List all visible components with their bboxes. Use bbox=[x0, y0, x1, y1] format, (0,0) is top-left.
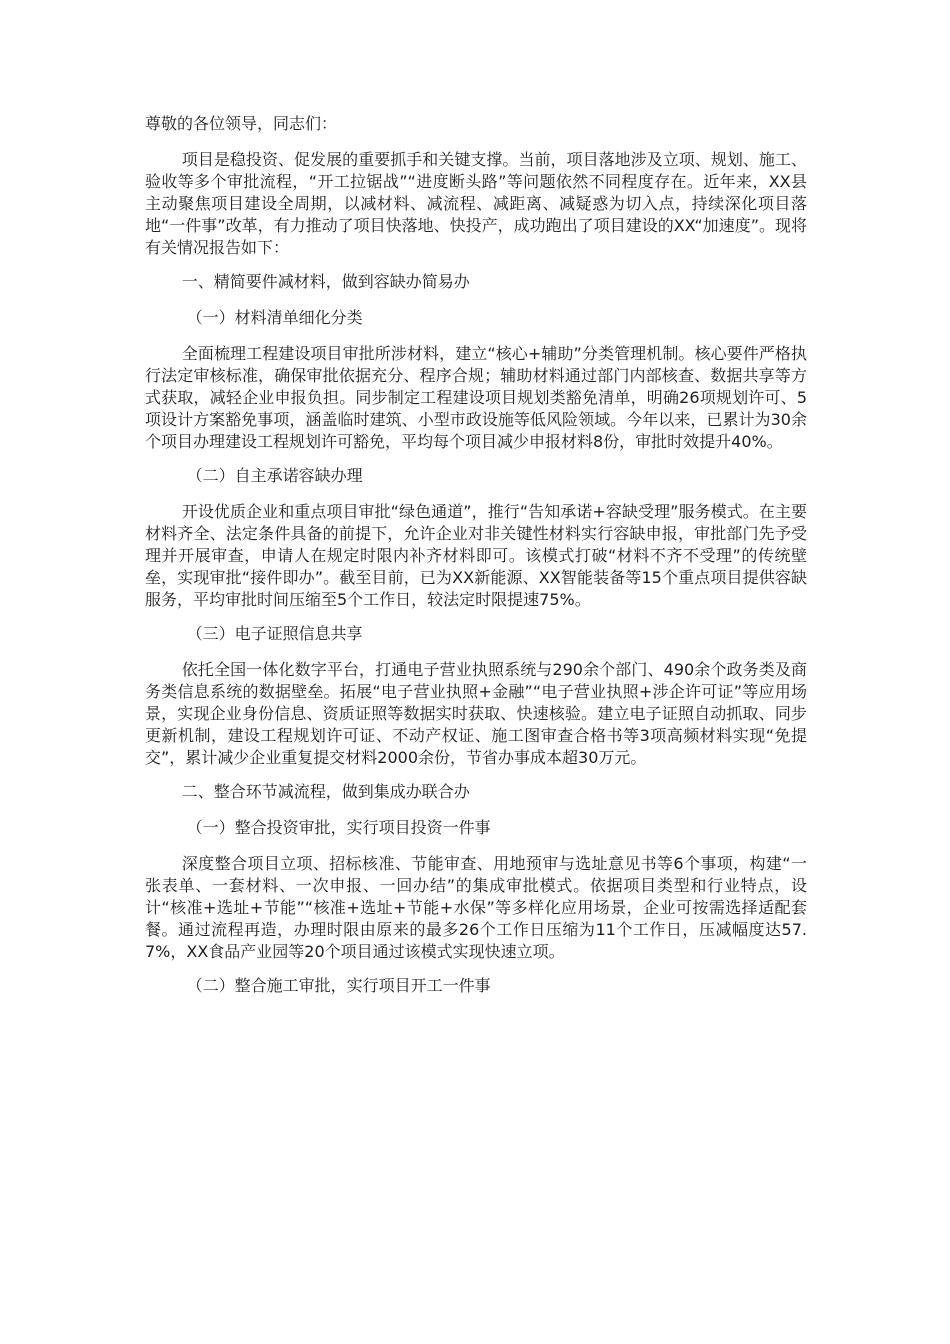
greeting: 尊敬的各位领导，同志们： bbox=[145, 114, 338, 133]
intro-paragraph: 项目是稳投资、促发展的重要抓手和关键支撑。当前，项目落地涉及立项、规划、施工、验收等多个审批流程，“开工拉锯战”“进度断头路”等问题依然不同程度存在。近年来，XX县主动聚焦项目建设全周期，以减材料、减流程、减距离、减疑惑为切入点，持续深化项目落地“一件事”改革，有力推动了项目快落地、快投产，成功跑出了项目建设的XX“加速度”。现将有关情况报告如下： bbox=[145, 150, 807, 257]
body-paragraph: 依托全国一体化数字平台，打通电子营业执照系统与290余个部门、490余个政务类及商务类信息系统的数据壁垒。拓展“电子营业执照+金融”“电子营业执照+涉企许可证”等应用场景，实现企业身份信息、资质证照等数据实时获取、快速核验。建立电子证照自动抓取、同步更新机制，建设工程规划许可证、不动产权证、施工图审查合格书等3项高频材料实现“免提交”，累计减少企业重复提交材料2000余份，节省办事成本超30万元。 bbox=[145, 660, 807, 767]
body-paragraph: 开设优质企业和重点项目审批“绿色通道”，推行“告知承诺+容缺受理”服务模式。在主要材料齐全、法定条件具备的前提下，允许企业对非关键性材料实行容缺申报，审批部门先予受理并开展审查，申请人在规定时限内补齐材料即可。该模式打破“材料不齐不受理”的传统壁垒，实现审批“接件即办”。截至目前，已为XX新能源、XX智能装备等15个重点项目提供容缺服务，平均审批时间压缩至5个工作日，较法定时限提速75%。 bbox=[145, 502, 807, 609]
body-paragraph: 全面梳理工程建设项目审批所涉材料，建立“核心+辅助”分类管理机制。核心要件严格执行法定审核标准，确保审批依据充分、程序合规；辅助材料通过部门内部核查、数据共享等方式获取，减轻企业申报负担。同步制定工程建设项目规划类豁免清单，明确26项规划许可、5项设计方案豁免事项，涵盖临时建筑、小型市政设施等低风险领域。今年以来，已累计为30余个项目办理建设工程规划许可豁免，平均每个项目减少申报材料8份，审批时效提升40%。 bbox=[145, 344, 807, 451]
subsection-heading: （二）整合施工审批，实行项目开工一件事 bbox=[186, 976, 491, 995]
subsection-heading: （三）电子证照信息共享 bbox=[186, 624, 363, 643]
document-body bbox=[145, 113, 807, 1011]
subsection-heading: （二）自主承诺容缺办理 bbox=[186, 466, 363, 485]
section-heading: 一、精简要件减材料，做到容缺办简易办 bbox=[181, 272, 470, 291]
subsection-heading: （一）材料清单细化分类 bbox=[186, 308, 363, 327]
subsection-heading: （一）整合投资审批，实行项目投资一件事 bbox=[186, 818, 491, 837]
body-paragraph: 深度整合项目立项、招标核准、节能审查、用地预审与选址意见书等6个事项，构建“一张表单、一套材料、一次申报、一回办结”的集成审批模式。依据项目类型和行业特点，设计“核准+选址+节能”“核准+选址+节能+水保”等多样化应用场景，企业可按需选择适配套餐。通过流程再造，办理时限由原来的最多26个工作日压缩为11个工作日，压减幅度达57.7%，XX食品产业园等20个项目通过该模式实现快速立项。 bbox=[145, 854, 807, 961]
section-heading: 二、整合环节减流程，做到集成办联合办 bbox=[181, 782, 470, 801]
